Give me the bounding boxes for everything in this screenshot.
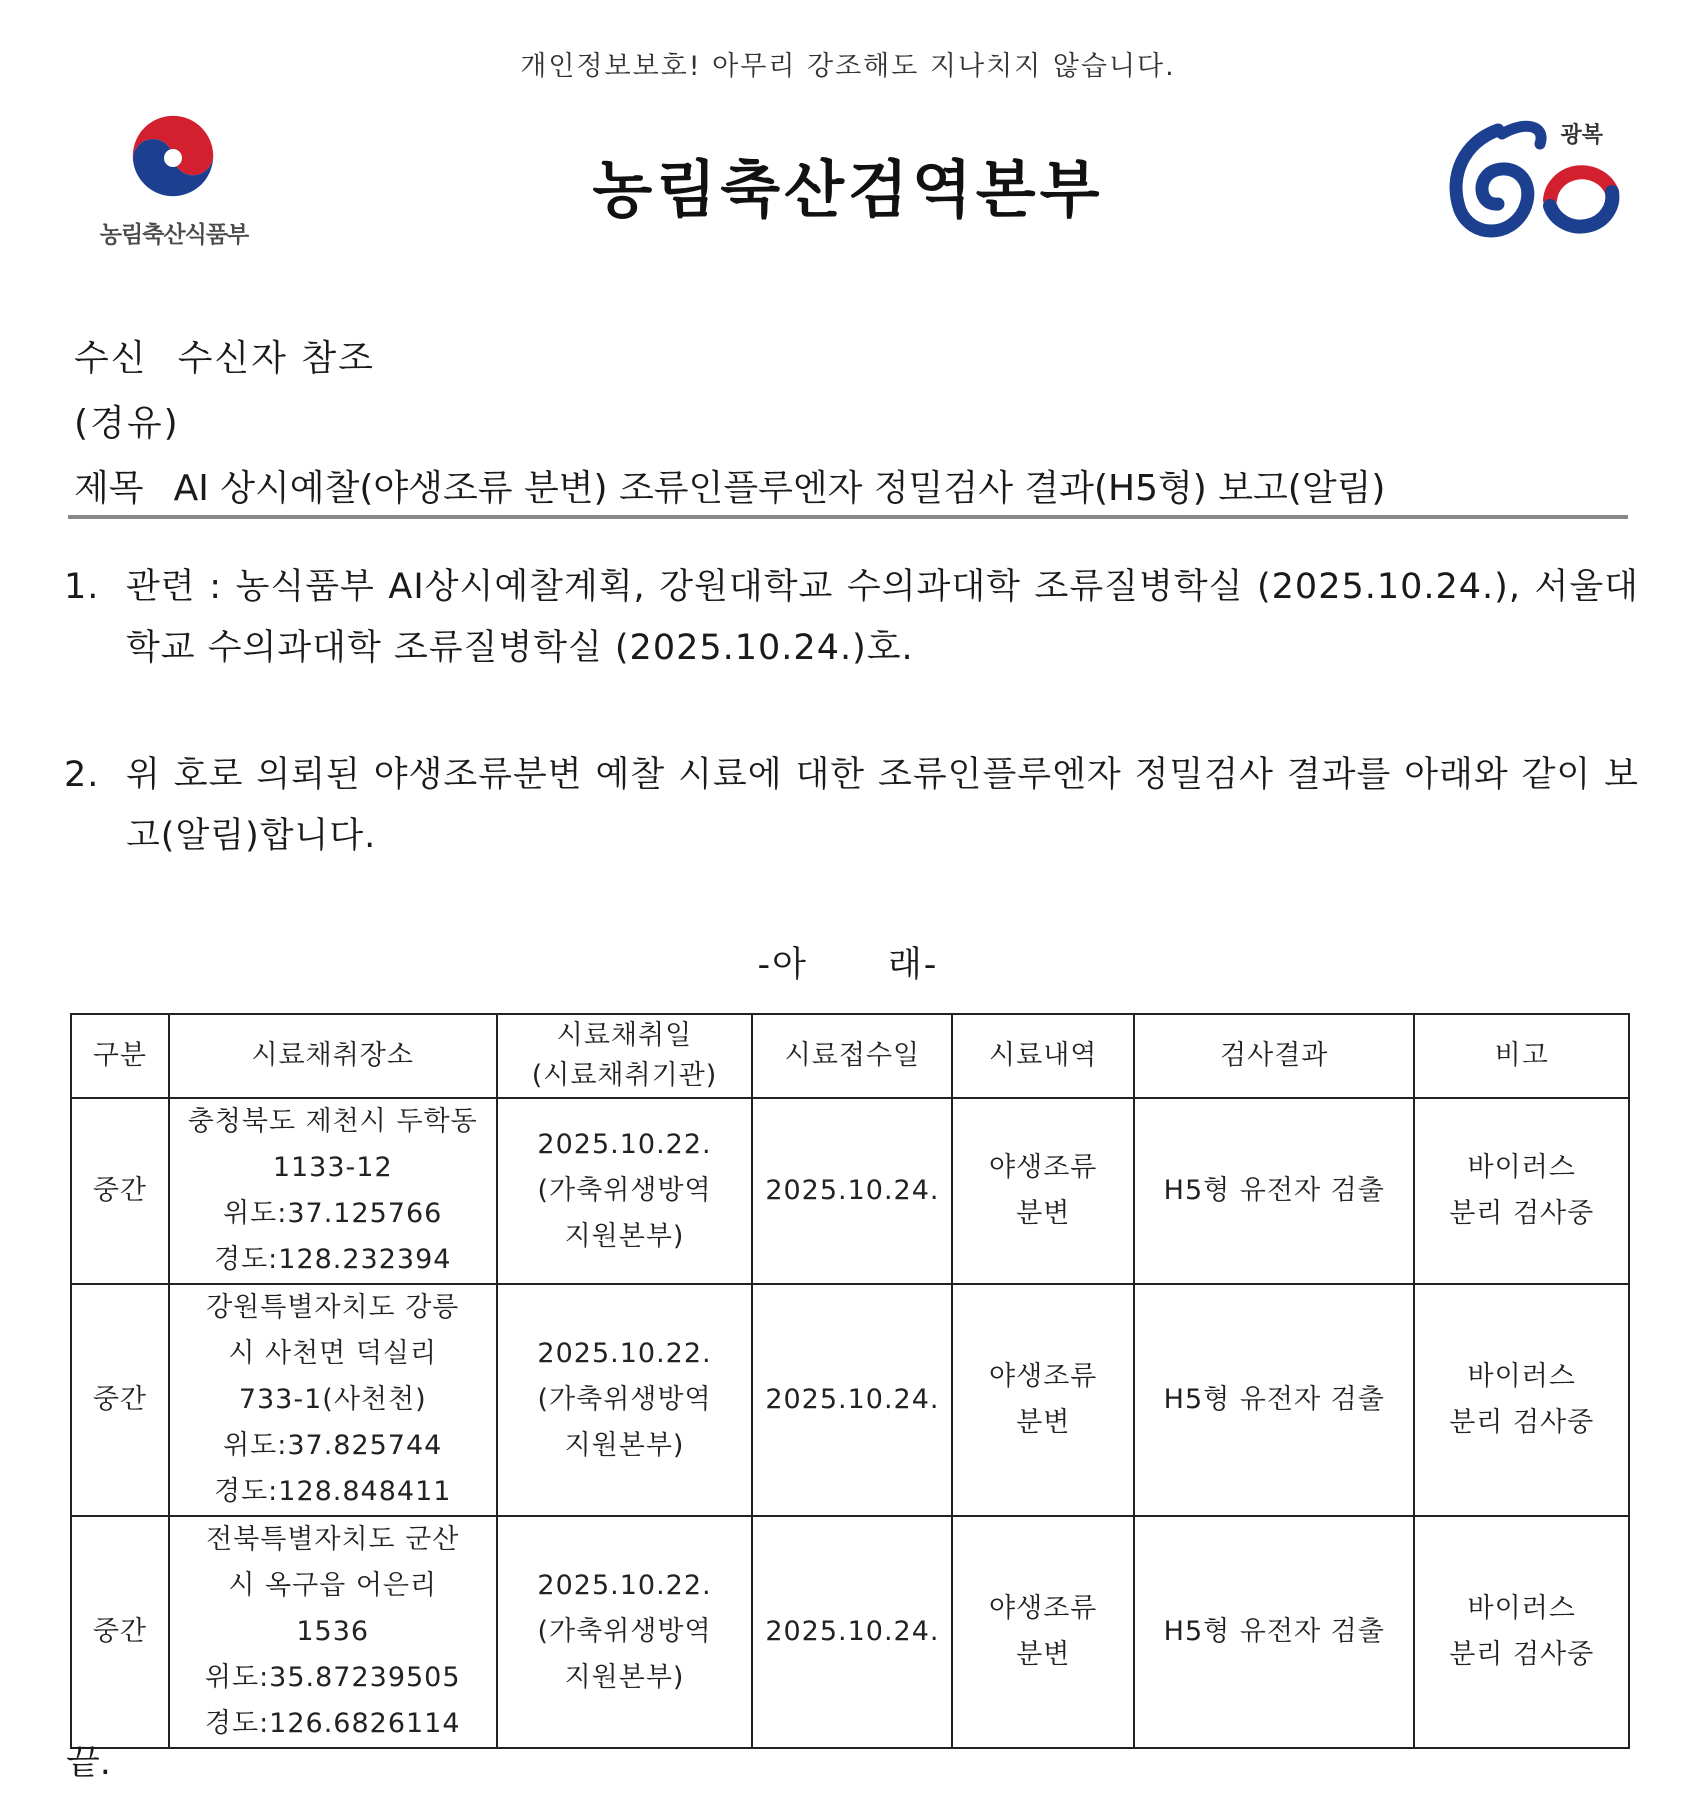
recipient-label: 수신 bbox=[74, 338, 148, 379]
paragraph-1 bbox=[64, 557, 1639, 679]
cell-collection-date: 2025.10.22. (가축위생방역 지원본부) bbox=[497, 1516, 753, 1748]
notice-heading-right: 래- bbox=[888, 945, 939, 985]
header-location: 시료채취장소 bbox=[169, 1014, 497, 1098]
liberation-logo-label: 광복 bbox=[1560, 123, 1603, 148]
cell-category: 중간 bbox=[71, 1098, 169, 1284]
cell-location: 전북특별자치도 군산 시 옥구읍 어은리 1536 위도:35.87239505 경도:126.6826114 bbox=[169, 1516, 497, 1748]
notice-heading-left: -아 bbox=[757, 945, 808, 985]
header-collection-date: 시료채취일 (시료채취기관) bbox=[497, 1014, 753, 1098]
cell-note: 바이러스 분리 검사중 bbox=[1414, 1284, 1629, 1516]
privacy-slogan: 개인정보보호! 아무리 강조해도 지나치지 않습니다. bbox=[520, 51, 1176, 82]
table-row bbox=[71, 1516, 1629, 1748]
header-category: 구분 bbox=[71, 1014, 169, 1098]
paragraph-2 bbox=[64, 745, 1639, 867]
table-row bbox=[71, 1098, 1629, 1284]
cell-result: H5형 유전자 검출 bbox=[1134, 1284, 1414, 1516]
cell-note: 바이러스 분리 검사중 bbox=[1414, 1098, 1629, 1284]
notice-heading bbox=[0, 937, 1696, 987]
header-received-date: 시료접수일 bbox=[752, 1014, 952, 1098]
paragraph-1-number: 1. bbox=[64, 567, 100, 607]
cell-result: H5형 유전자 검출 bbox=[1134, 1516, 1414, 1748]
results-table bbox=[70, 1013, 1630, 1749]
cell-sample: 야생조류 분변 bbox=[952, 1516, 1134, 1748]
via-label: (경유) bbox=[74, 403, 180, 444]
cell-received-date: 2025.10.24. bbox=[752, 1284, 952, 1516]
table-header-row bbox=[71, 1014, 1629, 1098]
paragraph-1-text: 관련 : 농식품부 AI상시예찰계획, 강원대학교 수의과대학 조류질병학실 (2025.10.24.), 서울대학교 수의과대학 조류질병학실 (2025.10.24.)호. bbox=[126, 567, 1639, 668]
cell-location: 충청북도 제천시 두학동 1133-12 위도:37.125766 경도:128.232394 bbox=[169, 1098, 497, 1284]
header-divider bbox=[68, 515, 1628, 519]
liberation-80-logo bbox=[1440, 110, 1625, 250]
via-line bbox=[74, 395, 180, 446]
cell-sample: 야생조류 분변 bbox=[952, 1098, 1134, 1284]
cell-received-date: 2025.10.24. bbox=[752, 1098, 952, 1284]
cell-note: 바이러스 분리 검사중 bbox=[1414, 1516, 1629, 1748]
cell-collection-date: 2025.10.22. (가축위생방역 지원본부) bbox=[497, 1284, 753, 1516]
cell-received-date: 2025.10.24. bbox=[752, 1516, 952, 1748]
organization-title: 농림축산검역본부 bbox=[592, 153, 1104, 226]
subject-line bbox=[74, 460, 1385, 511]
table-row bbox=[71, 1284, 1629, 1516]
subject-label: 제목 bbox=[74, 468, 144, 509]
cell-collection-date: 2025.10.22. (가축위생방역 지원본부) bbox=[497, 1098, 753, 1284]
cell-sample: 야생조류 분변 bbox=[952, 1284, 1134, 1516]
recipient-value: 수신자 참조 bbox=[177, 338, 375, 379]
header-note: 비고 bbox=[1414, 1014, 1629, 1098]
header-result: 검사결과 bbox=[1134, 1014, 1414, 1098]
subject-value: AI 상시예찰(야생조류 분변) 조류인플루엔자 정밀검사 결과(H5형) 보고(알림) bbox=[173, 468, 1386, 509]
ministry-logo-text: 농림축산식품부 bbox=[99, 222, 249, 248]
cell-result: H5형 유전자 검출 bbox=[1134, 1098, 1414, 1284]
cell-category: 중간 bbox=[71, 1516, 169, 1748]
paragraph-2-text: 위 호로 의뢰된 야생조류분변 예찰 시료에 대한 조류인플루엔자 정밀검사 결과를 아래와 같이 보고(알림)합니다. bbox=[126, 755, 1639, 856]
paragraph-2-number: 2. bbox=[64, 755, 100, 795]
recipient-line bbox=[74, 330, 375, 381]
end-mark: 끝. bbox=[66, 1743, 111, 1783]
cell-location: 강원특별자치도 강릉 시 사천면 덕실리 733-1(사천천) 위도:37.825744 경도:128.848411 bbox=[169, 1284, 497, 1516]
cell-category: 중간 bbox=[71, 1284, 169, 1516]
header-sample: 시료내역 bbox=[952, 1014, 1134, 1098]
